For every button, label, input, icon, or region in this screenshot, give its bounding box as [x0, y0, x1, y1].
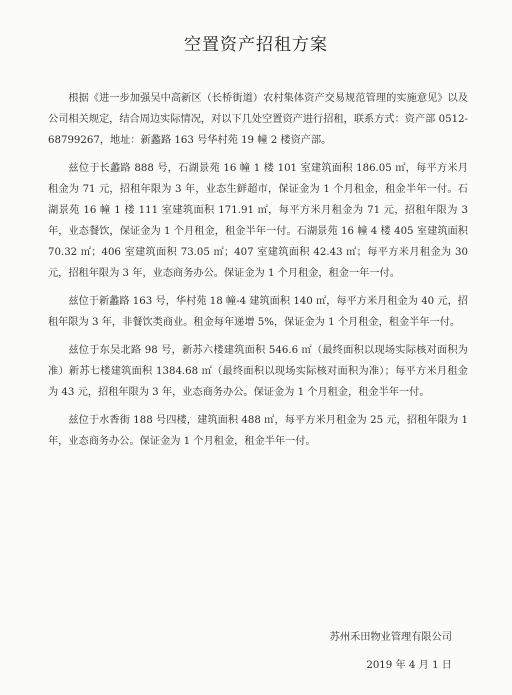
property-paragraph-xinli-road: 兹位于新蠡路 163 号，华村苑 18 幢-4 建筑面积 140 ㎡，每平方米月租金为 40 元，招租年限为 3 年，非餐饮类商业。租金每年递增 5%，保证金为 1 个月租金，租金半年一付。 [48, 296, 468, 328]
signature-block [330, 624, 452, 680]
document-title: 空置资产招租方案 [184, 35, 328, 55]
intro-paragraph: 根据《进一步加强吴中高新区（长桥街道）农村集体资产交易规范管理的实施意见》以及公司相关规定，结合周边实际情况，对以下几处空置资产进行招租，联系方式：资产部 0512-68799267，地址：新蠡路 163 号华村苑 19 幢 2 楼资产部。 [48, 93, 468, 146]
company-name: 苏州禾田物业管理有限公司 [329, 632, 452, 643]
property-paragraph-dongwu-north-road: 兹位于东吴北路 98 号，新苏六楼建筑面积 546.6 ㎡（最终面积以现场实际核对面积为准）新苏七楼建筑面积 1384.68 ㎡（最终面积以现场实际核对面积为准）；每平方米月租金为 43 元，招租年限为 3 年，业态商务办公。保证金为 1 个月租金，租金半年一付。 [48, 345, 468, 398]
document-date: 2019 年 4 月 1 日 [366, 660, 452, 671]
property-paragraph-shuixiang-street: 兹位于水香街 188 号四楼，建筑面积 488 ㎡，每平方米月租金为 25 元，招租年限为 1 年，业态商务办公。保证金为 1 个月租金，租金半年一付。 [48, 415, 468, 447]
document-body [48, 88, 468, 459]
property-paragraph-changli-road: 兹位于长蠡路 888 号，石湖景苑 16 幢 1 楼 101 室建筑面积 186.05 ㎡，每平方米月租金为 71 元，招租年限为 3 年，业态生鲜超市，保证金为 1 个月租金，租金半年一付。石湖景苑 16 幢 1 楼 111 室建筑面积 171.91 ㎡，每平方米月租金为 71 元，招租年限为 3 年，业态餐饮，保证金为 1 个月租金，租金半年一付。石湖景苑 16 幢 4 楼 405 室建筑面积 70.32 ㎡；406 室建筑面积 73.05 ㎡；407 室建筑面积 42.43 ㎡；每平方米月租金为 30 元，招租年限为 3 年，业态商务办公。保证金为 1 个月租金，租金一年一付。 [48, 163, 468, 279]
